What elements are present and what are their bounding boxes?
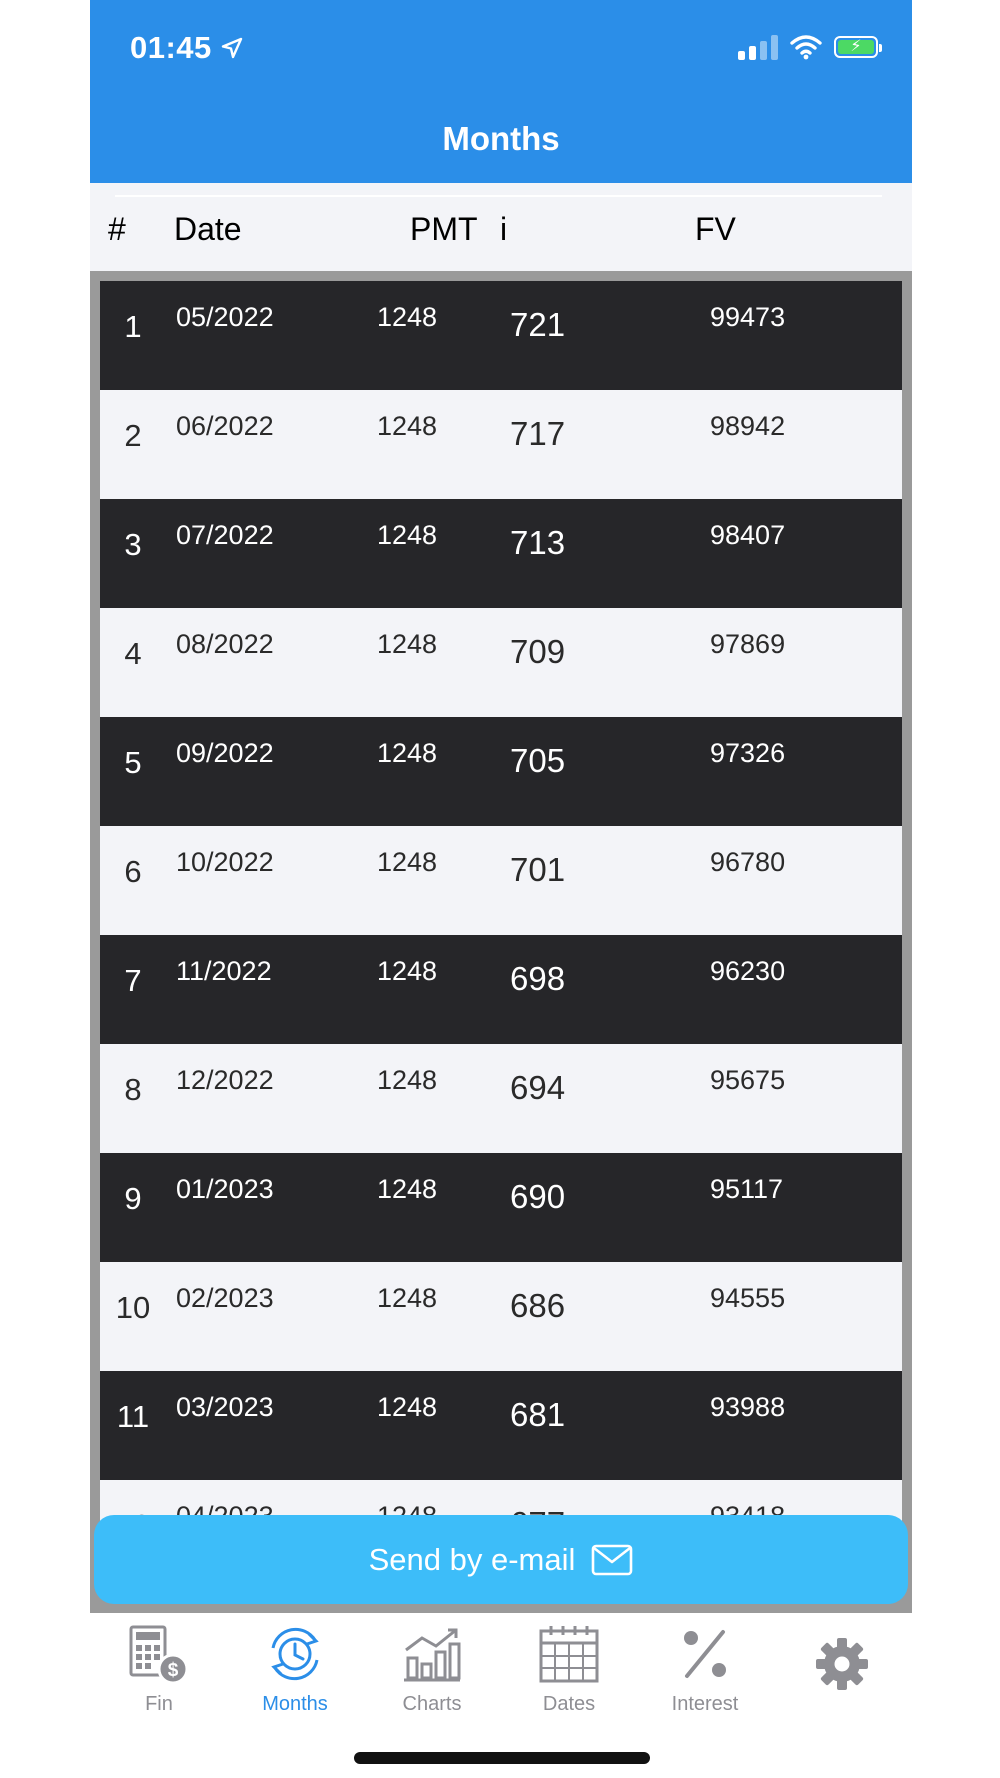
envelope-icon [591,1544,633,1576]
row-fv: 97326 [710,738,786,768]
row-date: 07/2022 [176,520,274,550]
row-number: 7 [124,963,142,998]
row-fv: 94555 [710,1283,786,1313]
months-table[interactable] [100,281,902,1516]
row-interest: 709 [510,633,566,670]
row-fv: 95675 [710,1065,786,1095]
row-number: 4 [124,636,142,671]
row-date: 06/2022 [176,411,274,441]
tab-dates[interactable] [514,1619,624,1716]
row-fv: 98942 [710,411,786,441]
tab-settings[interactable] [787,1619,897,1713]
percent-icon [675,1624,735,1684]
cellular-signal-icon [738,34,778,60]
col-header-pmt: PMT [410,211,478,247]
row-number: 1 [124,309,142,344]
status-time-text: 01:45 [130,30,212,65]
send-email-button[interactable] [94,1515,908,1604]
status-indicators [738,34,878,60]
send-email-label: Send by e-mail [368,1541,576,1577]
row-pmt: 1248 [377,1283,438,1313]
row-fv: 99473 [710,302,786,332]
row-date: 03/2023 [176,1392,274,1422]
table-row [100,390,902,499]
status-time [130,30,244,66]
row-date: 05/2022 [176,302,274,332]
row-fv: 97869 [710,629,786,659]
table-row [100,499,902,608]
calendar-icon [537,1623,601,1685]
row-interest: 681 [510,1396,566,1433]
row-number: 9 [124,1181,142,1216]
row-number: 10 [115,1290,151,1325]
location-arrow-icon [220,36,244,60]
row-fv: 95117 [710,1174,784,1204]
row-number: 8 [124,1072,142,1107]
row-interest: 698 [510,960,566,997]
row-fv: 96230 [710,956,786,986]
row-pmt: 1248 [377,520,438,550]
tab-label: Charts [402,1693,462,1715]
row-pmt: 1248 [377,847,438,877]
wifi-icon [790,34,822,60]
row-date: 10/2022 [176,847,274,877]
row-pmt: 1248 [377,411,438,441]
tab-months[interactable] [240,1619,350,1716]
calculator-icon [127,1623,191,1685]
row-pmt: 1248 [377,738,438,768]
row-interest: 721 [510,306,566,343]
table-header [90,183,912,271]
table-row [100,1371,902,1480]
row-pmt: 1248 [377,1174,438,1204]
row-fv: 93988 [710,1392,786,1422]
table-row [100,717,902,826]
tab-interest[interactable] [650,1619,760,1716]
tab-fin[interactable] [104,1619,214,1716]
battery-charging-icon: ⚡ [834,36,878,58]
col-header-date: Date [174,211,242,247]
row-number: 6 [124,854,142,889]
tab-charts[interactable] [377,1619,487,1716]
row-pmt: 1248 [377,1392,438,1422]
bar-chart-icon [400,1624,464,1684]
nav-header [90,0,912,183]
row-pmt: 1248 [377,302,438,332]
home-indicator [354,1752,650,1764]
tab-label: Fin [145,1693,173,1715]
row-number: 11 [116,1399,150,1434]
row-interest: 717 [510,415,566,452]
row-date: 11/2022 [176,956,272,986]
tab-label: Interest [671,1693,739,1715]
row-interest: 694 [510,1069,566,1106]
col-header-fv: FV [695,211,736,247]
row-interest: 705 [510,742,566,779]
row-pmt: 1248 [377,1065,438,1095]
table-row [100,1262,902,1371]
row-date: 09/2022 [176,738,274,768]
page-title: Months [442,120,560,157]
row-interest: 690 [510,1178,566,1215]
row-fv: 96780 [710,847,786,877]
table-row [100,826,902,935]
row-interest: 713 [510,524,566,561]
row-number: 5 [124,745,142,780]
row-fv: 98407 [710,520,786,550]
row-number: 2 [124,418,142,453]
table-row [100,281,902,390]
row-interest: 686 [510,1287,566,1324]
gear-icon [814,1636,870,1692]
table-row [100,935,902,1044]
row-number: 3 [124,527,142,562]
tab-label: Dates [542,1693,596,1715]
tab-bar [90,1613,912,1733]
app-screen [90,0,912,1778]
col-header-interest: i [500,211,508,247]
header-divider [115,195,882,197]
row-pmt: 1248 [377,629,438,659]
col-header-number: # [108,211,126,247]
table-row [100,608,902,717]
table-frame [90,271,912,1613]
row-pmt: 1248 [377,956,438,986]
svg-text:$: $ [167,1660,179,1681]
clock-refresh-icon [263,1622,327,1686]
row-date: 01/2023 [176,1174,274,1204]
row-interest: 701 [510,851,566,888]
table-row [100,1153,902,1262]
row-date: 08/2022 [176,629,274,659]
row-date: 02/2023 [176,1283,274,1313]
row-date: 12/2022 [176,1065,274,1095]
tab-label: Months [262,1693,328,1715]
table-row [100,1044,902,1153]
